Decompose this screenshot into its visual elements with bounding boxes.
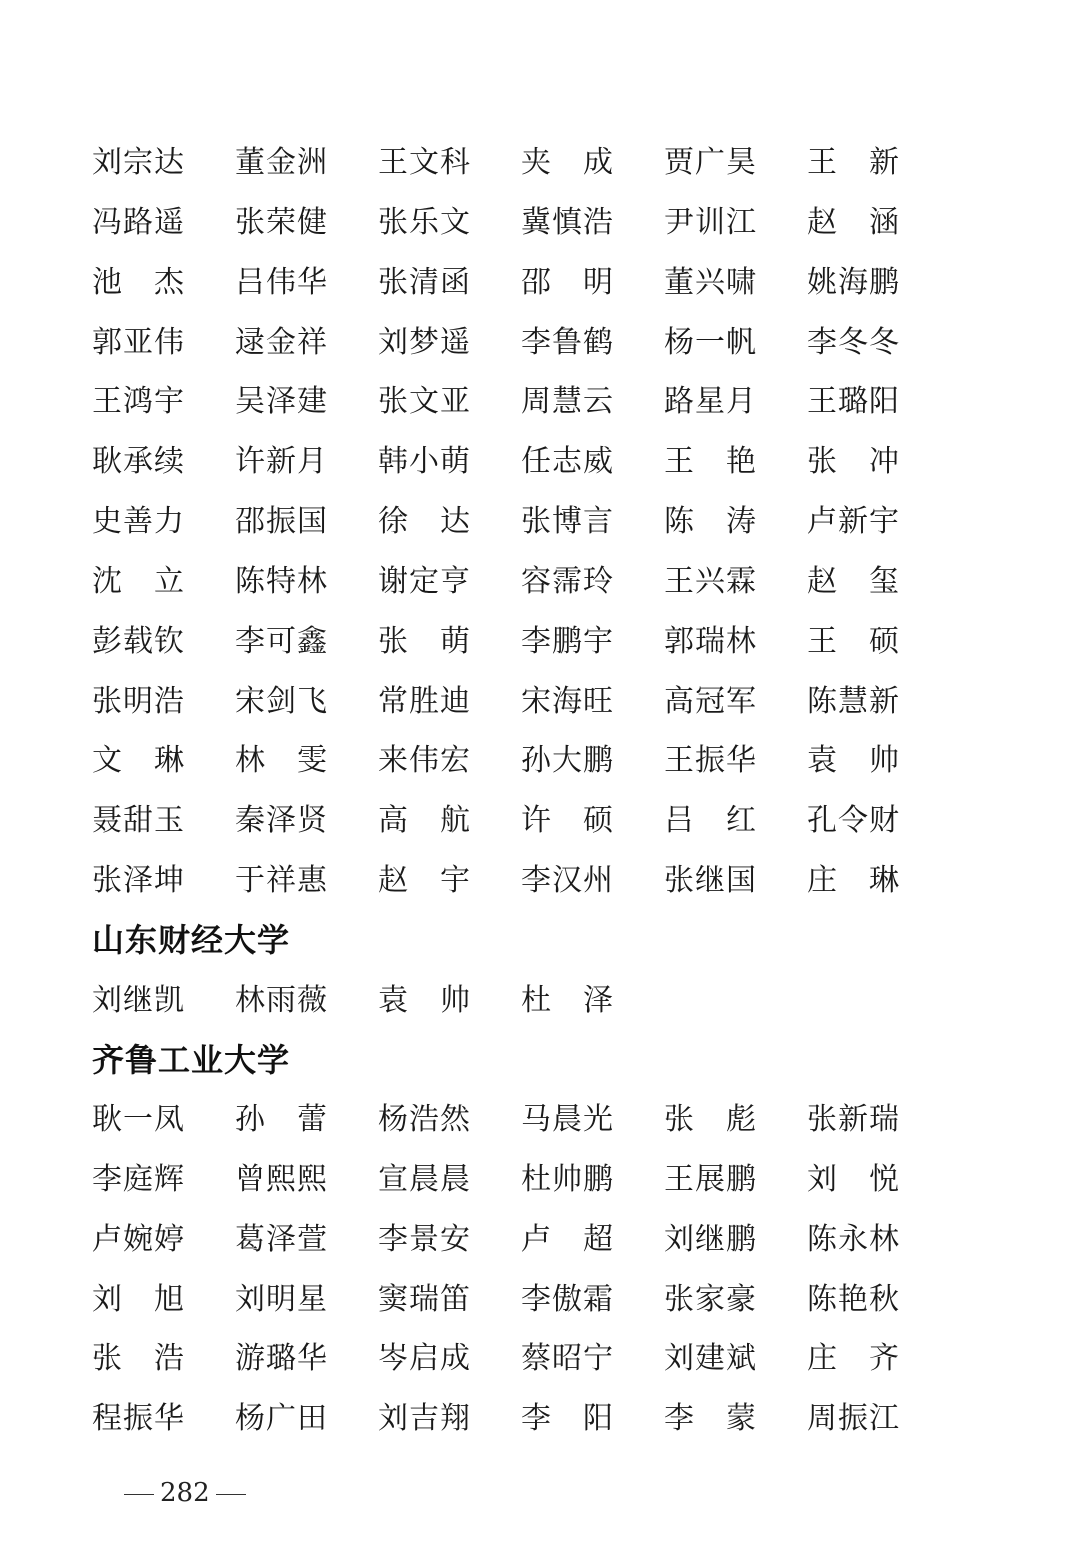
person-name: 王 文 科 [378, 145, 470, 180]
person-name: 王 鸿 宇 [92, 384, 184, 420]
person-name: 周 慧 云 [521, 384, 613, 420]
person-name: 张 继 国 [664, 863, 756, 899]
person-name: 张 彪 [664, 1102, 756, 1137]
dash-right [216, 1494, 246, 1495]
person-name: 李 庭 辉 [92, 1161, 184, 1197]
person-name: 周 振 江 [807, 1401, 899, 1437]
person-name: 吕 伟 华 [235, 264, 327, 300]
person-name: 袁 帅 [807, 743, 899, 779]
person-name: 李 阳 [521, 1401, 613, 1437]
person-name: 刘 悦 [807, 1161, 899, 1197]
person-name: 张 新 瑞 [807, 1102, 899, 1137]
person-name: 刘 继 鹏 [664, 1221, 756, 1257]
person-name: 宋 剑 飞 [235, 683, 327, 719]
person-name: 陈 慧 新 [807, 683, 899, 719]
person-name: 李 景 安 [378, 1221, 470, 1257]
person-name: 张 清 函 [378, 264, 470, 300]
person-name: 董 兴 啸 [664, 264, 756, 300]
person-name: 刘 明 星 [235, 1281, 327, 1317]
person-name: 邵 振 国 [235, 504, 327, 540]
person-name: 庄 齐 [807, 1341, 899, 1377]
person-name: 任 志 威 [521, 444, 613, 480]
person-name: 逯 金 祥 [235, 324, 327, 360]
person-name: 杨 一 帆 [664, 324, 756, 360]
person-name: 邵 明 [521, 264, 613, 300]
person-name: 于 祥 惠 [235, 863, 327, 899]
person-name: 常 胜 迪 [378, 683, 470, 719]
person-name: 来 伟 宏 [378, 743, 470, 779]
person-name: 高 航 [378, 803, 470, 839]
person-name: 张 家 豪 [664, 1281, 756, 1317]
person-name: 孔 令 财 [807, 803, 899, 839]
person-name: 岑 启 成 [378, 1341, 470, 1377]
person-name: 李 鹏 宇 [521, 623, 613, 659]
person-name: 袁 帅 [378, 983, 470, 1018]
person-name: 王 振 华 [664, 743, 756, 779]
person-name: 刘 宗 达 [92, 145, 184, 180]
person-name: 王 兴 霖 [664, 563, 756, 599]
person-name: 赵 涵 [807, 204, 899, 240]
person-name: 路 星 月 [664, 384, 756, 420]
person-name: 谢 定 亨 [378, 563, 470, 599]
person-name: 陈 永 林 [807, 1221, 899, 1257]
person-name: 李 蒙 [664, 1401, 756, 1437]
person-name: 王 璐 阳 [807, 384, 899, 420]
person-name: 高 冠 军 [664, 683, 756, 719]
person-name: 沈 立 [92, 563, 184, 599]
person-name: 贾 广 昊 [664, 145, 756, 180]
person-name: 马 晨 光 [521, 1102, 613, 1137]
person-name: 许 新 月 [235, 444, 327, 480]
person-name: 尹 训 江 [664, 204, 756, 240]
person-name: 张 荣 健 [235, 204, 327, 240]
person-name: 张 冲 [807, 444, 899, 480]
person-name: 姚 海 鹏 [807, 264, 899, 300]
person-name: 卢 婉 婷 [92, 1221, 184, 1257]
person-name: 郭 瑞 林 [664, 623, 756, 659]
person-name: 彭 载 钦 [92, 623, 184, 659]
person-name: 聂 甜 玉 [92, 803, 184, 839]
person-name: 秦 泽 贤 [235, 803, 327, 839]
person-name: 夹 成 [521, 145, 613, 180]
person-name: 杜 帅 鹏 [521, 1161, 613, 1197]
person-name: 许 硕 [521, 803, 613, 839]
person-name: 文 琳 [92, 743, 184, 779]
person-name: 李 傲 霜 [521, 1281, 613, 1317]
person-name: 耿 承 续 [92, 444, 184, 480]
person-name: 孙 蕾 [235, 1102, 327, 1137]
person-name: 吴 泽 建 [235, 384, 327, 420]
section-heading-qilu-tech: 齐鲁工业大学 [92, 1041, 291, 1079]
person-name: 陈 特 林 [235, 563, 327, 599]
person-name: 王 硕 [807, 623, 899, 659]
person-name: 窦 瑞 笛 [378, 1281, 470, 1317]
person-name: 徐 达 [378, 504, 470, 540]
person-name: 陈 艳 秋 [807, 1281, 899, 1317]
person-name: 孙 大 鹏 [521, 743, 613, 779]
person-name: 杨 浩 然 [378, 1102, 470, 1137]
person-name: 程 振 华 [92, 1401, 184, 1437]
person-name: 史 善 力 [92, 504, 184, 540]
person-name: 蔡 昭 宁 [521, 1341, 613, 1377]
person-name: 刘 吉 翔 [378, 1401, 470, 1437]
person-name: 李 汉 州 [521, 863, 613, 899]
person-name: 张 博 言 [521, 504, 613, 540]
person-name: 刘 建 斌 [664, 1341, 756, 1377]
person-name: 王 艳 [664, 444, 756, 480]
page-number [118, 1476, 252, 1510]
person-name: 李 冬 冬 [807, 324, 899, 360]
person-name: 张 乐 文 [378, 204, 470, 240]
person-name: 刘 旭 [92, 1281, 184, 1317]
person-name: 张 文 亚 [378, 384, 470, 420]
person-name: 王 新 [807, 145, 899, 180]
person-name: 杜 泽 [521, 983, 613, 1018]
person-name: 刘 梦 遥 [378, 324, 470, 360]
person-name: 张 萌 [378, 623, 470, 659]
person-name: 卢 新 宇 [807, 504, 899, 540]
person-name: 林 雨 薇 [235, 983, 327, 1018]
person-name: 李 可 鑫 [235, 623, 327, 659]
person-name: 卢 超 [521, 1221, 613, 1257]
person-name: 林 雯 [235, 743, 327, 779]
person-name: 韩 小 萌 [378, 444, 470, 480]
person-name: 葛 泽 萱 [235, 1221, 327, 1257]
person-name: 容 霈 玲 [521, 563, 613, 599]
person-name: 陈 涛 [664, 504, 756, 540]
dash-left [124, 1494, 154, 1495]
person-name: 宣 晨 晨 [378, 1161, 470, 1197]
person-name: 董 金 洲 [235, 145, 327, 180]
person-name: 吕 红 [664, 803, 756, 839]
person-name: 郭 亚 伟 [92, 324, 184, 360]
person-name: 游 璐 华 [235, 1341, 327, 1377]
page-number-value: 282 [160, 1478, 210, 1508]
person-name: 杨 广 田 [235, 1401, 327, 1437]
section-heading-shandong-finance: 山东财经大学 [92, 921, 291, 959]
person-name: 李 鲁 鹤 [521, 324, 613, 360]
person-name: 庄 琳 [807, 863, 899, 899]
person-name: 池 杰 [92, 264, 184, 300]
person-name: 冀 慎 浩 [521, 204, 613, 240]
person-name: 赵 宇 [378, 863, 470, 899]
person-name: 刘 继 凯 [92, 983, 184, 1018]
person-name: 耿 一 凤 [92, 1102, 184, 1137]
person-name: 曾 熙 熙 [235, 1161, 327, 1197]
person-name: 赵 玺 [807, 563, 899, 599]
person-name: 张 泽 坤 [92, 863, 184, 899]
person-name: 张 浩 [92, 1341, 184, 1377]
person-name: 张 明 浩 [92, 683, 184, 719]
person-name: 宋 海 旺 [521, 683, 613, 719]
person-name: 王 展 鹏 [664, 1161, 756, 1197]
person-name: 冯 路 遥 [92, 204, 184, 240]
